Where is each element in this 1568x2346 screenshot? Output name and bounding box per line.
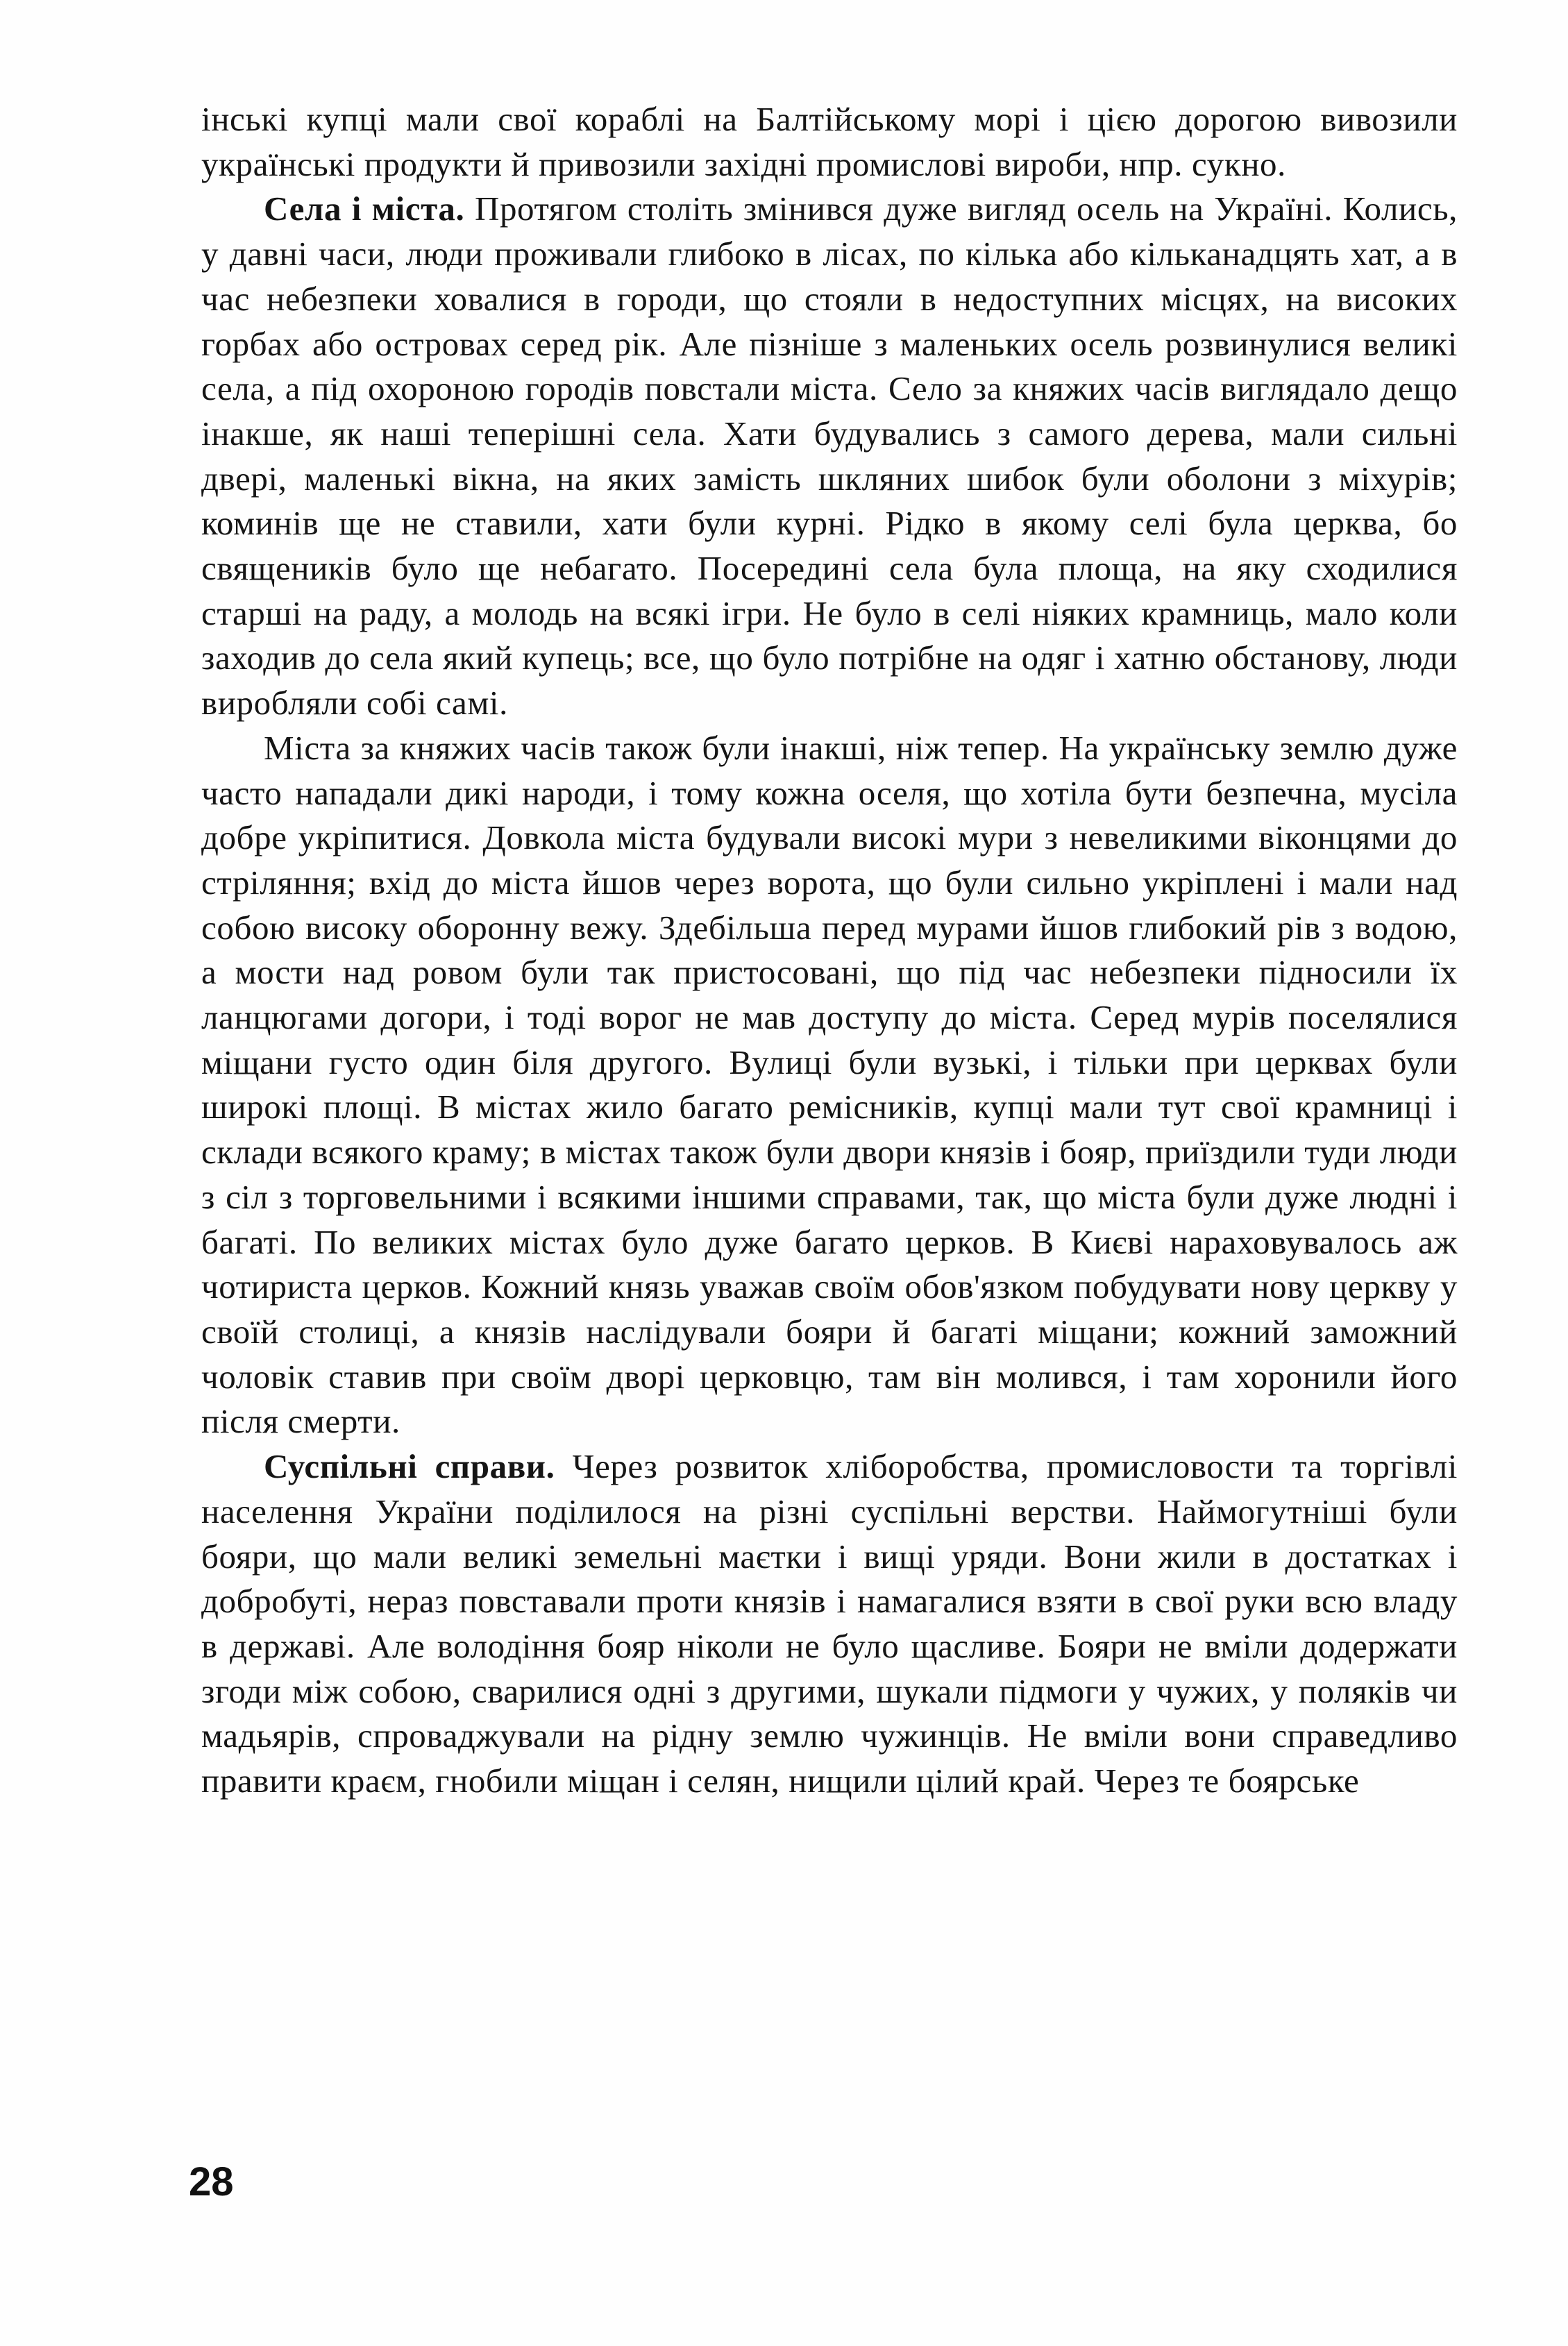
paragraph-text: Протягом століть змінився дуже вигляд осель на Україні. Колись, у давні часи, люди проживали глибоко в лісах, по кілька або кільканадцять хат, а в час небезпеки ховалися в городи, що стояли в недоступних місцях, на високих горбах або островах серед рік. Але пізніше з маленьких осель розвинулися великі села, а під охороною городів повстали міста. Село за княжих часів виглядало дещо інакше, як наші теперішні села. Хати будувались з самого дерева, мали сильні двері, маленькі вікна, на яких замість шкляних шибок були оболони з міхурів; коминів ще не ставили, хати були курні. Рідко в якому селі була церква, бо священиків було ще небагато. Посередині села була площа, на яку сходилися старші на раду, а молодь на всякі ігри. Не було в селі ніяких крамниць, мало коли заходив до села який купець; все, що було потрібне на одяг і хатню обстанову, люди виробляли собі самі. [201, 189, 1458, 723]
paragraph-towns [201, 726, 1458, 1444]
paragraph-text: інські купці мали свої кораблі на Балтійському морі і цією дорогою вивозили українські продукти й привозили західні промислові вироби, нпр. сукно. [201, 100, 1458, 183]
paragraph-social-affairs [201, 1444, 1458, 1804]
page-number: 28 [189, 2159, 234, 2204]
paragraph-text: Міста за княжих часів також були інакші, ніж тепер. На українську землю дуже часто нападали дикі народи, і тому кожна оселя, що хотіла бути безпечна, мусіла добре укріпитися. Довкола міста будували високі мури з невеликими віконцями до стріляння; вхід до міста йшов через ворота, що були сильно укріплені і мали над собою високу оборонну вежу. Здебільша перед мурами йшов глибокий рів з водою, а мости над ровом були так пристосовані, що під час небезпеки підносили їх ланцюгами догори, і тоді ворог не мав доступу до міста. Серед мурів поселялися міщани густо один біля другого. Вулиці були вузькі, і тільки при церквах були широкі площі. В містах жило багато ремісників, купці мали тут свої крамниці і склади всякого краму; в містах також були двори князів і бояр, приїздили туди люди з сіл з торговельними і всякими іншими справами, так, що міста були дуже людні і багаті. По великих містах було дуже багато церков. В Києві нараховувалось аж чотириста церков. Кожний князь уважав своїм обов'язком побудувати нову церкву у своїй столиці, а князів наслідували бояри й багаті міщани; кожний заможний чоловік ставив при своїм дворі церковцю, там він молився, і там хоронили його після смерти. [201, 728, 1458, 1441]
paragraph-continuation [201, 97, 1458, 187]
paragraph-text: Через розвиток хліборобства, промисловости та торгівлі населення України поділилося на різні суспільні верстви. Наймогутніші були бояри, що мали великі земельні маєтки і вищі уряди. Вони жили в достатках і добробуті, нераз повставали проти князів і намагалися взяти в свої руки всю владу в державі. Але володіння бояр ніколи не було щасливе. Бояри не вміли додержати згоди між собою, сварилися одні з другими, шукали підмоги у чужих, у поляків чи мадьярів, спроваджували на рідну землю чужинців. Не вміли вони справедливо правити краєм, гнобили міщан і селян, нищили цілий край. Через те боярське [201, 1447, 1458, 1800]
section-heading-social-affairs: Суспільні справи. [264, 1447, 555, 1486]
body-text [201, 97, 1458, 1804]
section-heading-villages-and-towns: Села і міста. [264, 189, 465, 228]
paragraph-villages-and-towns [201, 187, 1458, 725]
